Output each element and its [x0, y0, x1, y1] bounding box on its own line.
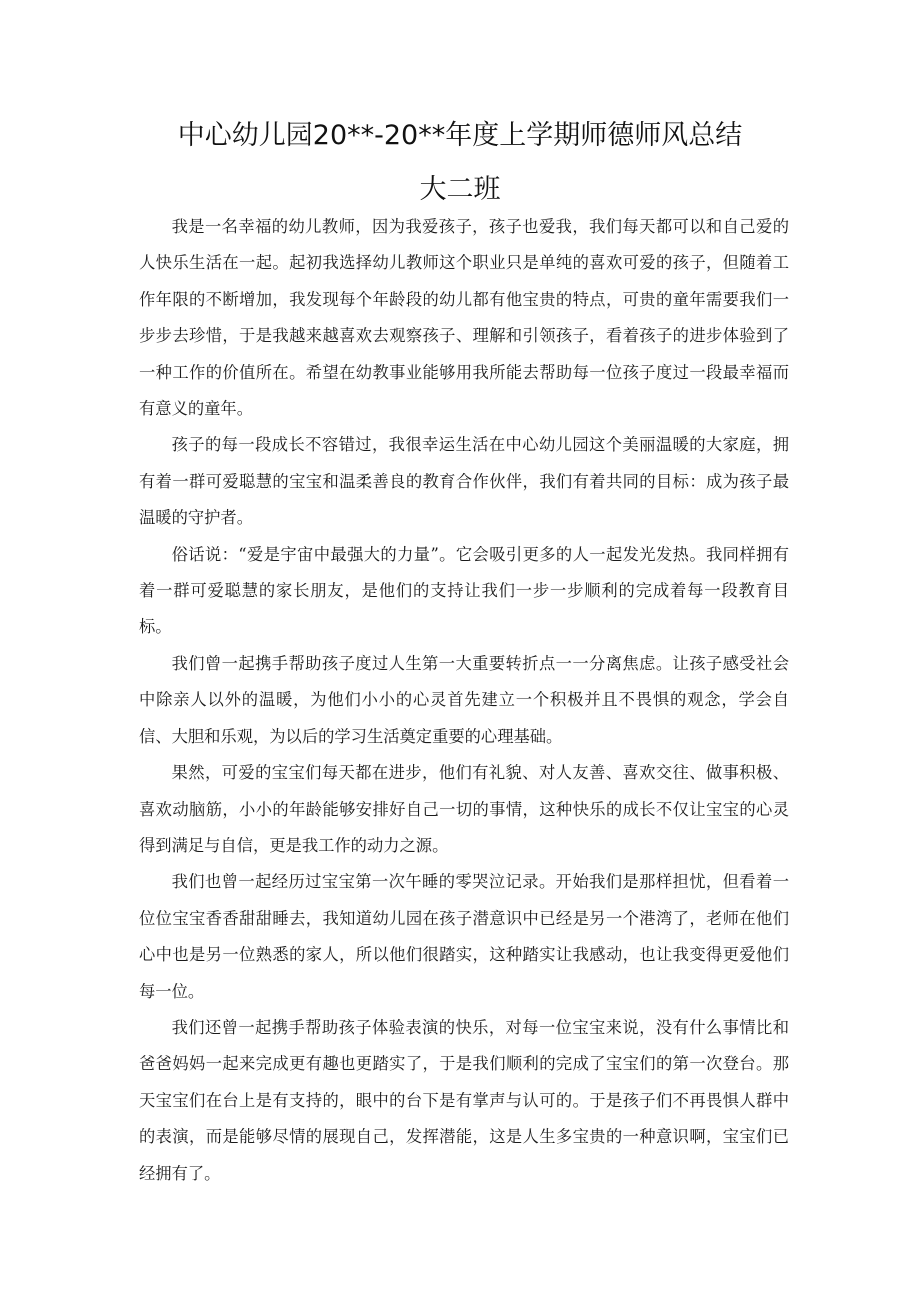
paragraph-6: 我们也曾一起经历过宝宝第一次午睡的零哭泣记录。开始我们是那样担忧，但看着一位位宝宝香香甜甜睡去，我知道幼儿园在孩子潜意识中已经是另一个港湾了，老师在他们心中也是另一位熟悉的家人，所以他们很踏实，这种踏实让我感动，也让我变得更爱他们每一位。 — [139, 872, 789, 1001]
paragraph-1: 我是一名幸福的幼儿教师，因为我爱孩子，孩子也爱我，我们每天都可以和自己爱的人快乐生活在一起。起初我选择幼儿教师这个职业只是单纯的喜欢可爱的孩子，但随着工作年限的不断增加，我发现每个年龄段的幼儿都有他宝贵的特点，可贵的童年需要我们一步步去珍惜，于是我越来越喜欢去观察孩子、理解和引领孩子，看着孩子的进步体验到了一种工作的价值所在。希望在幼教事业能够用我所能去帮助每一位孩子度过一段最幸福而有意义的童年。 — [139, 217, 789, 419]
paragraph-7: 我们还曾一起携手帮助孩子体验表演的快乐，对每一位宝宝来说，没有什么事情比和爸爸妈妈一起来完成更有趣也更踏实了，于是我们顺利的完成了宝宝们的第一次登台。那天宝宝们在台上是有支持的，眼中的台下是有掌声与认可的。于是孩子们不再畏惧人群中的表演，而是能够尽情的展现自己，发挥潜能，这是人生多宝贵的一种意识啊，宝宝们已经拥有了。 — [139, 1017, 789, 1183]
paragraph-5: 果然，可爱的宝宝们每天都在进步，他们有礼貌、对人友善、喜欢交往、做事积极、喜欢动脑筋，小小的年龄能够安排好自己一切的事情，这种快乐的成长不仅让宝宝的心灵得到满足与自信，更是我工作的动力之源。 — [139, 763, 789, 855]
document-subtitle: 大二班 — [419, 174, 501, 205]
paragraph-4: 我们曾一起携手帮助孩子度过人生第一大重要转折点一一分离焦虑。让孩子感受社会中除亲人以外的温暖，为他们小小的心灵首先建立一个积极并且不畏惧的观念，学会自信、大胆和乐观，为以后的学习生活奠定重要的心理基础。 — [139, 653, 789, 746]
document-body — [139, 209, 789, 1192]
document-title: 中心幼儿园20**-20**年度上学期师德师风总结 — [177, 120, 743, 151]
paragraph-3: 俗话说：“爱是宇宙中最强大的力量”。它会吸引更多的人一起发光发热。我同样拥有着一群可爱聪慧的家长朋友，是他们的支持让我们一步一步顺利的完成着每一段教育目标。 — [139, 544, 789, 637]
paragraph-2: 孩子的每一段成长不容错过，我很幸运生活在中心幼儿园这个美丽温暖的大家庭，拥有着一群可爱聪慧的宝宝和温柔善良的教育合作伙伴，我们有着共同的目标：成为孩子最温暖的守护者。 — [139, 435, 789, 528]
